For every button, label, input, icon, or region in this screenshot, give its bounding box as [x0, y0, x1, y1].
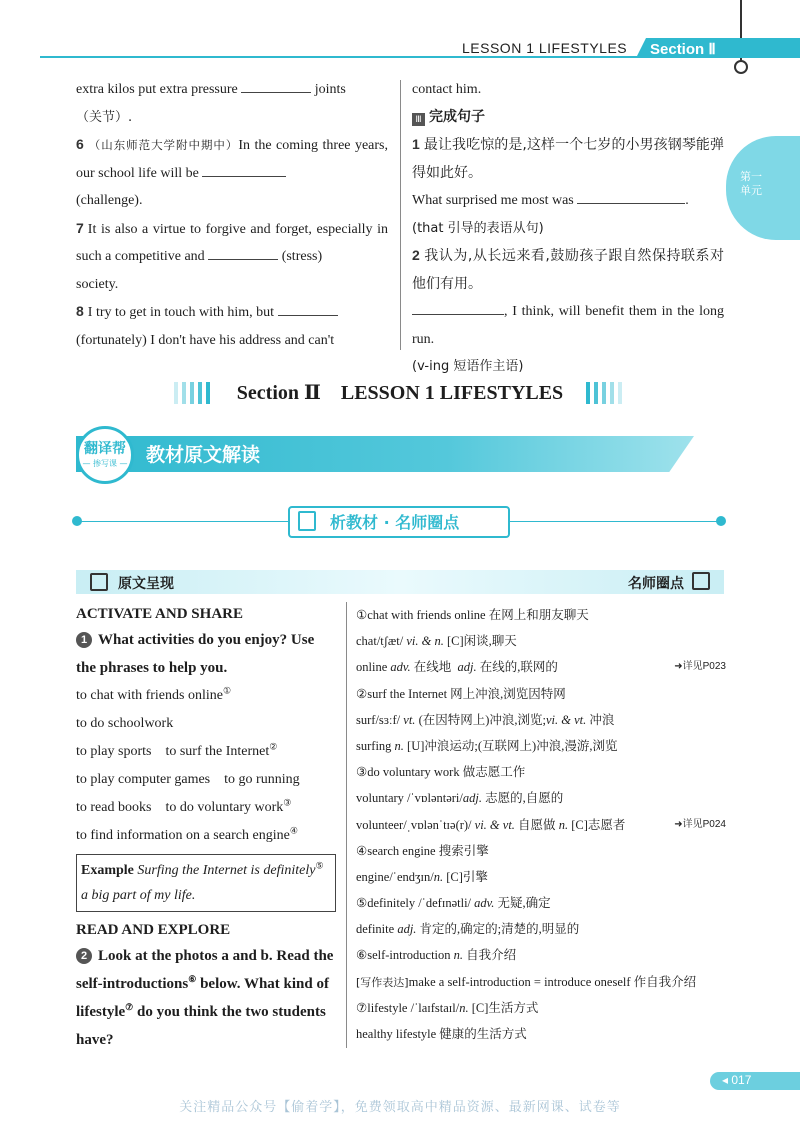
header-lesson: LESSON 1 LIFESTYLES: [462, 40, 628, 56]
answer-blank[interactable]: [577, 189, 685, 204]
analysis-label: 析教材 · 名师圈点: [330, 513, 460, 532]
question-2: 2 Look at the photos a and b. Read the self-introductions⑥ below. What kind of lifestyle⑦ do you think the two students have?: [76, 948, 334, 1048]
phrase-item: to play computer games to go running: [76, 772, 300, 787]
column-title-notes: 名师圈点: [628, 576, 684, 592]
rule-line-right: [510, 521, 718, 522]
rule-line-left: [80, 521, 288, 522]
column-divider: [400, 80, 401, 350]
note-line: ③do voluntary work 做志愿工作: [356, 765, 526, 780]
note-line: definite adj. 肯定的,确定的;清楚的,明显的: [356, 922, 580, 937]
teacher-notes-column: [356, 602, 726, 1047]
cross-reference-link[interactable]: ➜详见P024: [674, 818, 726, 830]
exercise-line: extra kilos put extra pressure joints: [76, 76, 388, 104]
note-line: ⑤definitely /ˈdefɪnətli/ adv. 无疑,确定: [356, 896, 551, 911]
note-line: chat/tʃæt/ vi. & n. [C]闲谈,聊天: [356, 634, 517, 649]
note-line: ②surf the Internet 网上冲浪,浏览因特网: [356, 686, 566, 701]
note-line: healthy lifestyle 健康的生活方式: [356, 1027, 527, 1041]
answer-blank[interactable]: [412, 300, 504, 315]
heading-read-explore: READ AND EXPLORE: [76, 922, 231, 938]
unit-side-tab-label: 第一单元: [740, 170, 762, 197]
notebook-icon: [298, 511, 316, 531]
phrase-item: to play sports to surf the Internet②: [76, 741, 278, 759]
page-number: ◂ 017: [722, 1073, 752, 1087]
unit-side-tab: [726, 136, 800, 240]
column-divider: [346, 602, 347, 1048]
note-line: [写作表达]make a self-introduction = introduce oneself 作自我介绍: [356, 974, 697, 989]
exercise-hint: （关节）.: [76, 109, 133, 125]
note-line: ④search engine 搜索引擎: [356, 843, 489, 858]
answer-blank[interactable]: [202, 162, 286, 177]
note-line: voluntary /ˈvɒləntəri/adj. 志愿的,自愿的: [356, 791, 564, 806]
note-line: ⑥self-introduction n. 自我介绍: [356, 948, 517, 963]
original-text-column: [76, 602, 336, 1054]
footer-watermark: 关注精品公众号【偷着学】，免费领取高中精品资源、最新网课、试卷等: [179, 1100, 621, 1115]
exercise-item-6: 6 （山东师范大学附中期中）In the coming three years, our school life will be: [76, 136, 388, 181]
teacher-icon: [692, 572, 710, 590]
section-heading: Ⅲ 完成句子: [412, 104, 724, 132]
note-line: surfing n. [U]冲浪运动;(互联网上)冲浪,漫游,浏览: [356, 738, 618, 753]
note-line: ①chat with friends online 在网上和朋友聊天: [356, 608, 589, 622]
exercise-item-8: 8 I try to get in touch with him, but: [76, 298, 388, 327]
question-1: 1 What activities do you enjoy? Use the phrases to help you.: [76, 632, 315, 676]
answer-blank[interactable]: [278, 301, 338, 316]
document-icon: [90, 573, 108, 591]
banner-badge-sublabel: — 掺写课 —: [82, 459, 128, 468]
answer-blank[interactable]: [208, 245, 278, 260]
exercise-left-column: extra kilos put extra pressure joints （关节）. 6 （山东师范大学附中期中）In the coming three years, our school life will be (challenge). 7 It is also a virtue to forgive and forget, especially in such a competitive and (stress) society. 8 I try to get in touch with him, but (fortunately) I don't have his address and can't: [76, 76, 388, 354]
exercise-item-7: 7 It is also a virtue to forgive and forget, especially in such a competitive and (stress): [76, 219, 388, 264]
phrase-item: to find information on a search engine④: [76, 825, 298, 843]
answer-blank[interactable]: [241, 78, 311, 93]
exercise-right-column: contact him. Ⅲ 完成句子 1 最让我吃惊的是,这样一个七岁的小男孩钢琴能弹得如此好。 What surprised me most was . (that 引导的表语从句) 2 我认为,从长远来看,鼓励孩子跟自然保持联系对他们有用。 , I think, will benefit them in the long run. (v-ing 短语作主语): [412, 82, 724, 374]
note-line: surf/sɜːf/ vt. (在因特网上)冲浪,浏览;vi. & vt. 冲浪: [356, 712, 615, 727]
note-line: volunteer/ˌvɒlənˈtɪə(r)/ vi. & vt. 自愿做 n. [C]志愿者 ➜详见P024: [356, 812, 726, 838]
heading-activate-share: ACTIVATE AND SHARE: [76, 606, 243, 622]
section-title: Section Ⅱ LESSON 1 LIFESTYLES: [236, 382, 564, 404]
note-line: ⑦lifestyle /ˈlaɪfstaɪl/n. [C]生活方式: [356, 1000, 539, 1015]
exercise-hint: (challenge).: [76, 193, 143, 208]
cross-reference-link[interactable]: ➜详见P023: [674, 661, 726, 673]
banner-title: 教材原文解读: [146, 444, 261, 466]
sentence-item-2: 2 我认为,从长远来看,鼓励孩子跟自然保持联系对他们有用。: [412, 247, 724, 292]
sentence-answer-1: What surprised me most was .: [412, 187, 724, 215]
section-number-icon: Ⅲ: [412, 113, 425, 126]
title-stripes-right: [586, 382, 626, 404]
sentence-answer-2: , I think, will benefit them in the long run.: [412, 298, 724, 353]
banner-badge-label: 翻译帮: [84, 441, 126, 457]
sentence-item-1: 1 最让我吃惊的是,这样一个七岁的小男孩钢琴能弹得如此好。: [412, 136, 724, 181]
column-title-original: 原文呈现: [118, 576, 174, 592]
phrase-item: to read books to do voluntary work③: [76, 797, 292, 815]
phrase-item: to do schoolwork: [76, 716, 174, 731]
rule-end-dot: [716, 516, 726, 526]
note-line: online adv. 在线地 adj. 在线的,联网的 ➜详见P023: [356, 654, 726, 680]
note-line: engine/ˈendʒɪn/n. [C]引擎: [356, 869, 488, 884]
phrase-item: to chat with friends online①: [76, 685, 232, 703]
example-box: Example Surfing the Internet is definitely⑤ a big part of my life.: [76, 854, 336, 912]
hanger-ring: [734, 60, 748, 74]
header-section: Section Ⅱ: [650, 41, 716, 58]
